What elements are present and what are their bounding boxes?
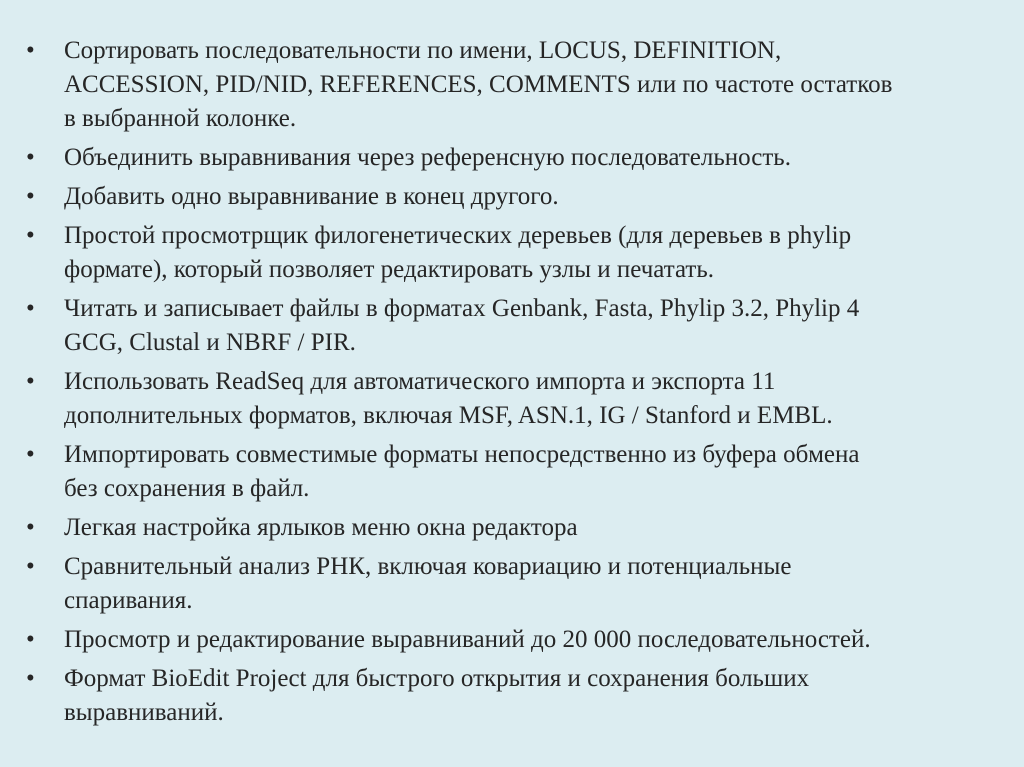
bullet-icon: • [26,441,35,468]
list-item [0,662,1024,730]
bullet-icon: • [26,295,35,322]
bullet-icon: • [26,37,35,64]
list-item [0,141,1024,175]
list-item [0,292,1024,360]
list-item [0,550,1024,618]
list-item [0,438,1024,506]
bullet-icon: • [26,626,35,653]
bullet-text: Читать и записывает файлы в форматах Genbank, Fasta, Phylip 3.2, Phylip 4 GCG, Clustal и NBRF / PIR. [64,295,860,356]
bullet-text: Объединить выравнивания через референсную последовательность. [64,144,791,171]
list-item [0,219,1024,287]
bullet-text: Сортировать последовательности по имени, LOCUS, DEFINITION, ACCESSION, PID/NID, REFERENCES, COMMENTS или по частоте остатков в выбранной колонке. [64,37,893,132]
list-item [0,180,1024,214]
bullet-icon: • [26,514,35,541]
bullet-text: Просмотр и редактирование выравниваний до 20 000 последовательностей. [64,626,871,653]
list-item [0,623,1024,657]
bullet-icon: • [26,665,35,692]
bullet-icon: • [26,144,35,171]
bullet-text: Простой просмотрщик филогенетических деревьев (для деревьев в phylip формате), который позволяет редактировать узлы и печатать. [64,222,852,283]
list-item [0,511,1024,545]
list-item [0,34,1024,136]
bullet-icon: • [26,183,35,210]
bullet-text: Добавить одно выравнивание в конец другого. [64,183,559,210]
bullet-icon: • [26,222,35,249]
bullet-text: Легкая настройка ярлыков меню окна редактора [64,514,578,541]
bullet-icon: • [26,368,35,395]
list-item [0,365,1024,433]
bullet-text: Импортировать совместимые форматы непосредственно из буфера обмена без сохранения в файл. [64,441,860,502]
bullet-text: Формат BioEdit Project для быстрого открытия и сохранения больших выравниваний. [64,665,810,726]
bullet-list [0,34,1024,735]
bullet-icon: • [26,553,35,580]
bullet-text: Сравнительный анализ РНК, включая ковариацию и потенциальные спаривания. [64,553,792,614]
bullet-text: Использовать ReadSeq для автоматического импорта и экспорта 11 дополнительных форматов, включая MSF, ASN.1, IG / Stanford и EMBL. [64,368,833,429]
